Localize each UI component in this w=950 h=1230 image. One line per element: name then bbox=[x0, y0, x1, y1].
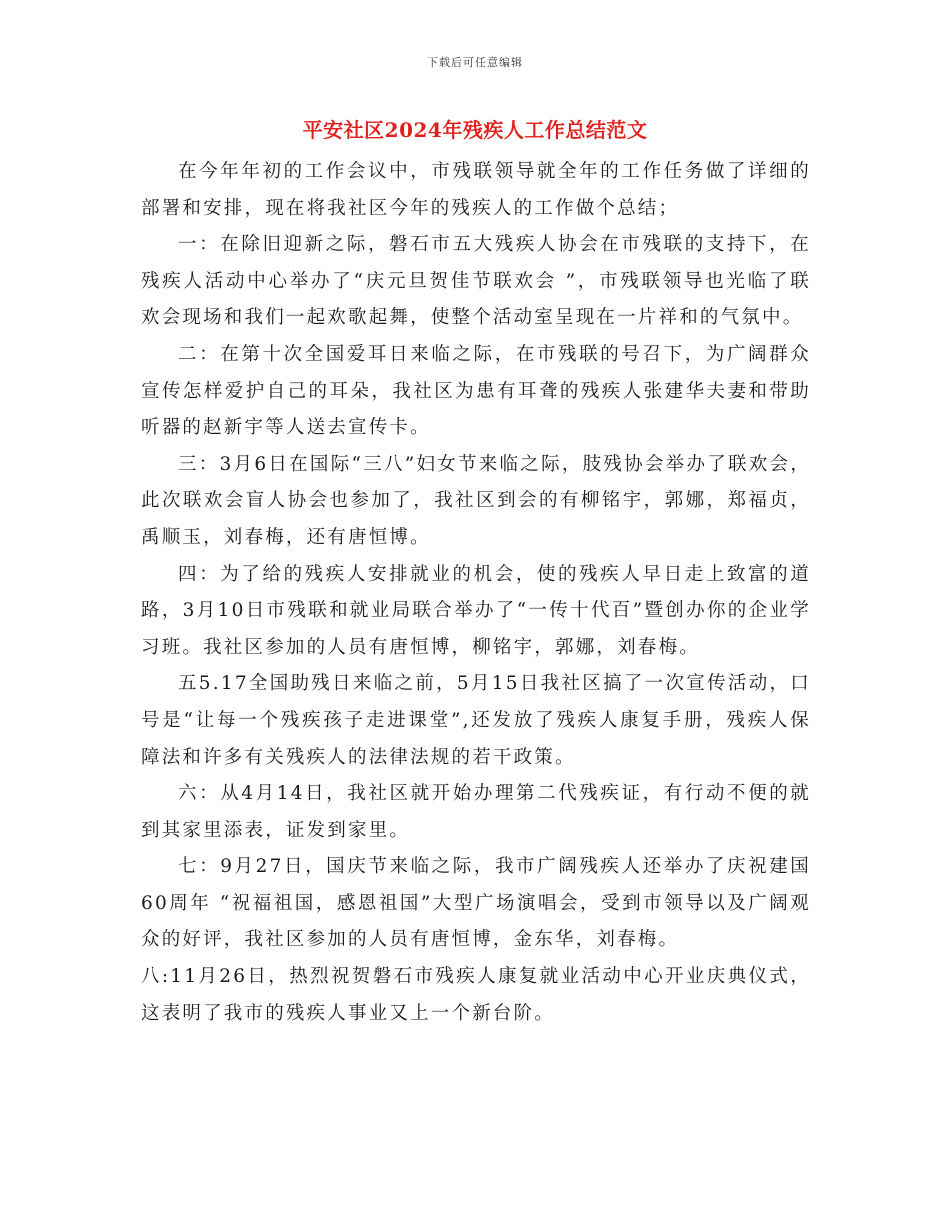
paragraph-intro: 在今年年初的工作会议中，市残联领导就全年的工作任务做了详细的部署和安排，现在将我社区今年的残疾人的工作做个总结； bbox=[141, 161, 811, 219]
paragraph-item-1: 一：在除旧迎新之际，磐石市五大残疾人协会在市残联的支持下，在残疾人活动中心举办了“庆元旦贺佳节联欢会 ”，市残联领导也光临了联欢会现场和我们一起欢歌起舞，使整个活动室呈现在一片祥和的气氛中。 bbox=[141, 234, 811, 329]
paragraph-item-6: 六：从4月14日，我社区就开始办理第二代残疾证，有行动不便的就到其家里添表，证发到家里。 bbox=[141, 783, 811, 841]
paragraph-item-8: 八:11月26日，热烈祝贺磐石市残疾人康复就业活动中心开业庆典仪式，这表明了我市的残疾人事业又上一个新台阶。 bbox=[141, 966, 811, 1024]
paragraph-item-7: 七：9月27日，国庆节来临之际，我市广阔残疾人还举办了庆祝建国60周年 “祝福祖国，感恩祖国”大型广场演唱会，受到市领导以及广阔观众的好评，我社区参加的人员有唐恒博，金东华，刘春梅。 bbox=[141, 856, 811, 951]
document-title: 平安社区2024年残疾人工作总结范文 bbox=[302, 118, 648, 142]
header-note: 下载后可任意编辑 bbox=[427, 56, 523, 69]
paragraph-item-4: 四：为了给的残疾人安排就业的机会，使的残疾人早日走上致富的道路，3月10日市残联和就业局联合举办了“一传十代百”暨创办你的企业学习班。我社区参加的人员有唐恒博，柳铭宇，郭娜，刘春梅。 bbox=[141, 563, 811, 658]
paragraph-item-2: 二：在第十次全国爱耳日来临之际，在市残联的号召下，为广阔群众宣传怎样爱护自己的耳朵，我社区为患有耳聋的残疾人张建华夫妻和带助听器的赵新宇等人送去宣传卡。 bbox=[141, 343, 811, 439]
document-body bbox=[141, 154, 811, 1032]
paragraph-item-3: 三：3月6日在国际“三八”妇女节来临之际，肢残协会举办了联欢会，此次联欢会盲人协会也参加了，我社区到会的有柳铭宇，郭娜，郑福贞，禹顺玉，刘春梅，还有唐恒博。 bbox=[141, 453, 811, 548]
paragraph-item-5: 五5.17全国助残日来临之前，5月15日我社区搞了一次宣传活动，口号是“让每一个残疾孩子走进课堂”,还发放了残疾人康复手册，残疾人保障法和许多有关残疾人的法律法规的若干政策。 bbox=[141, 673, 811, 768]
